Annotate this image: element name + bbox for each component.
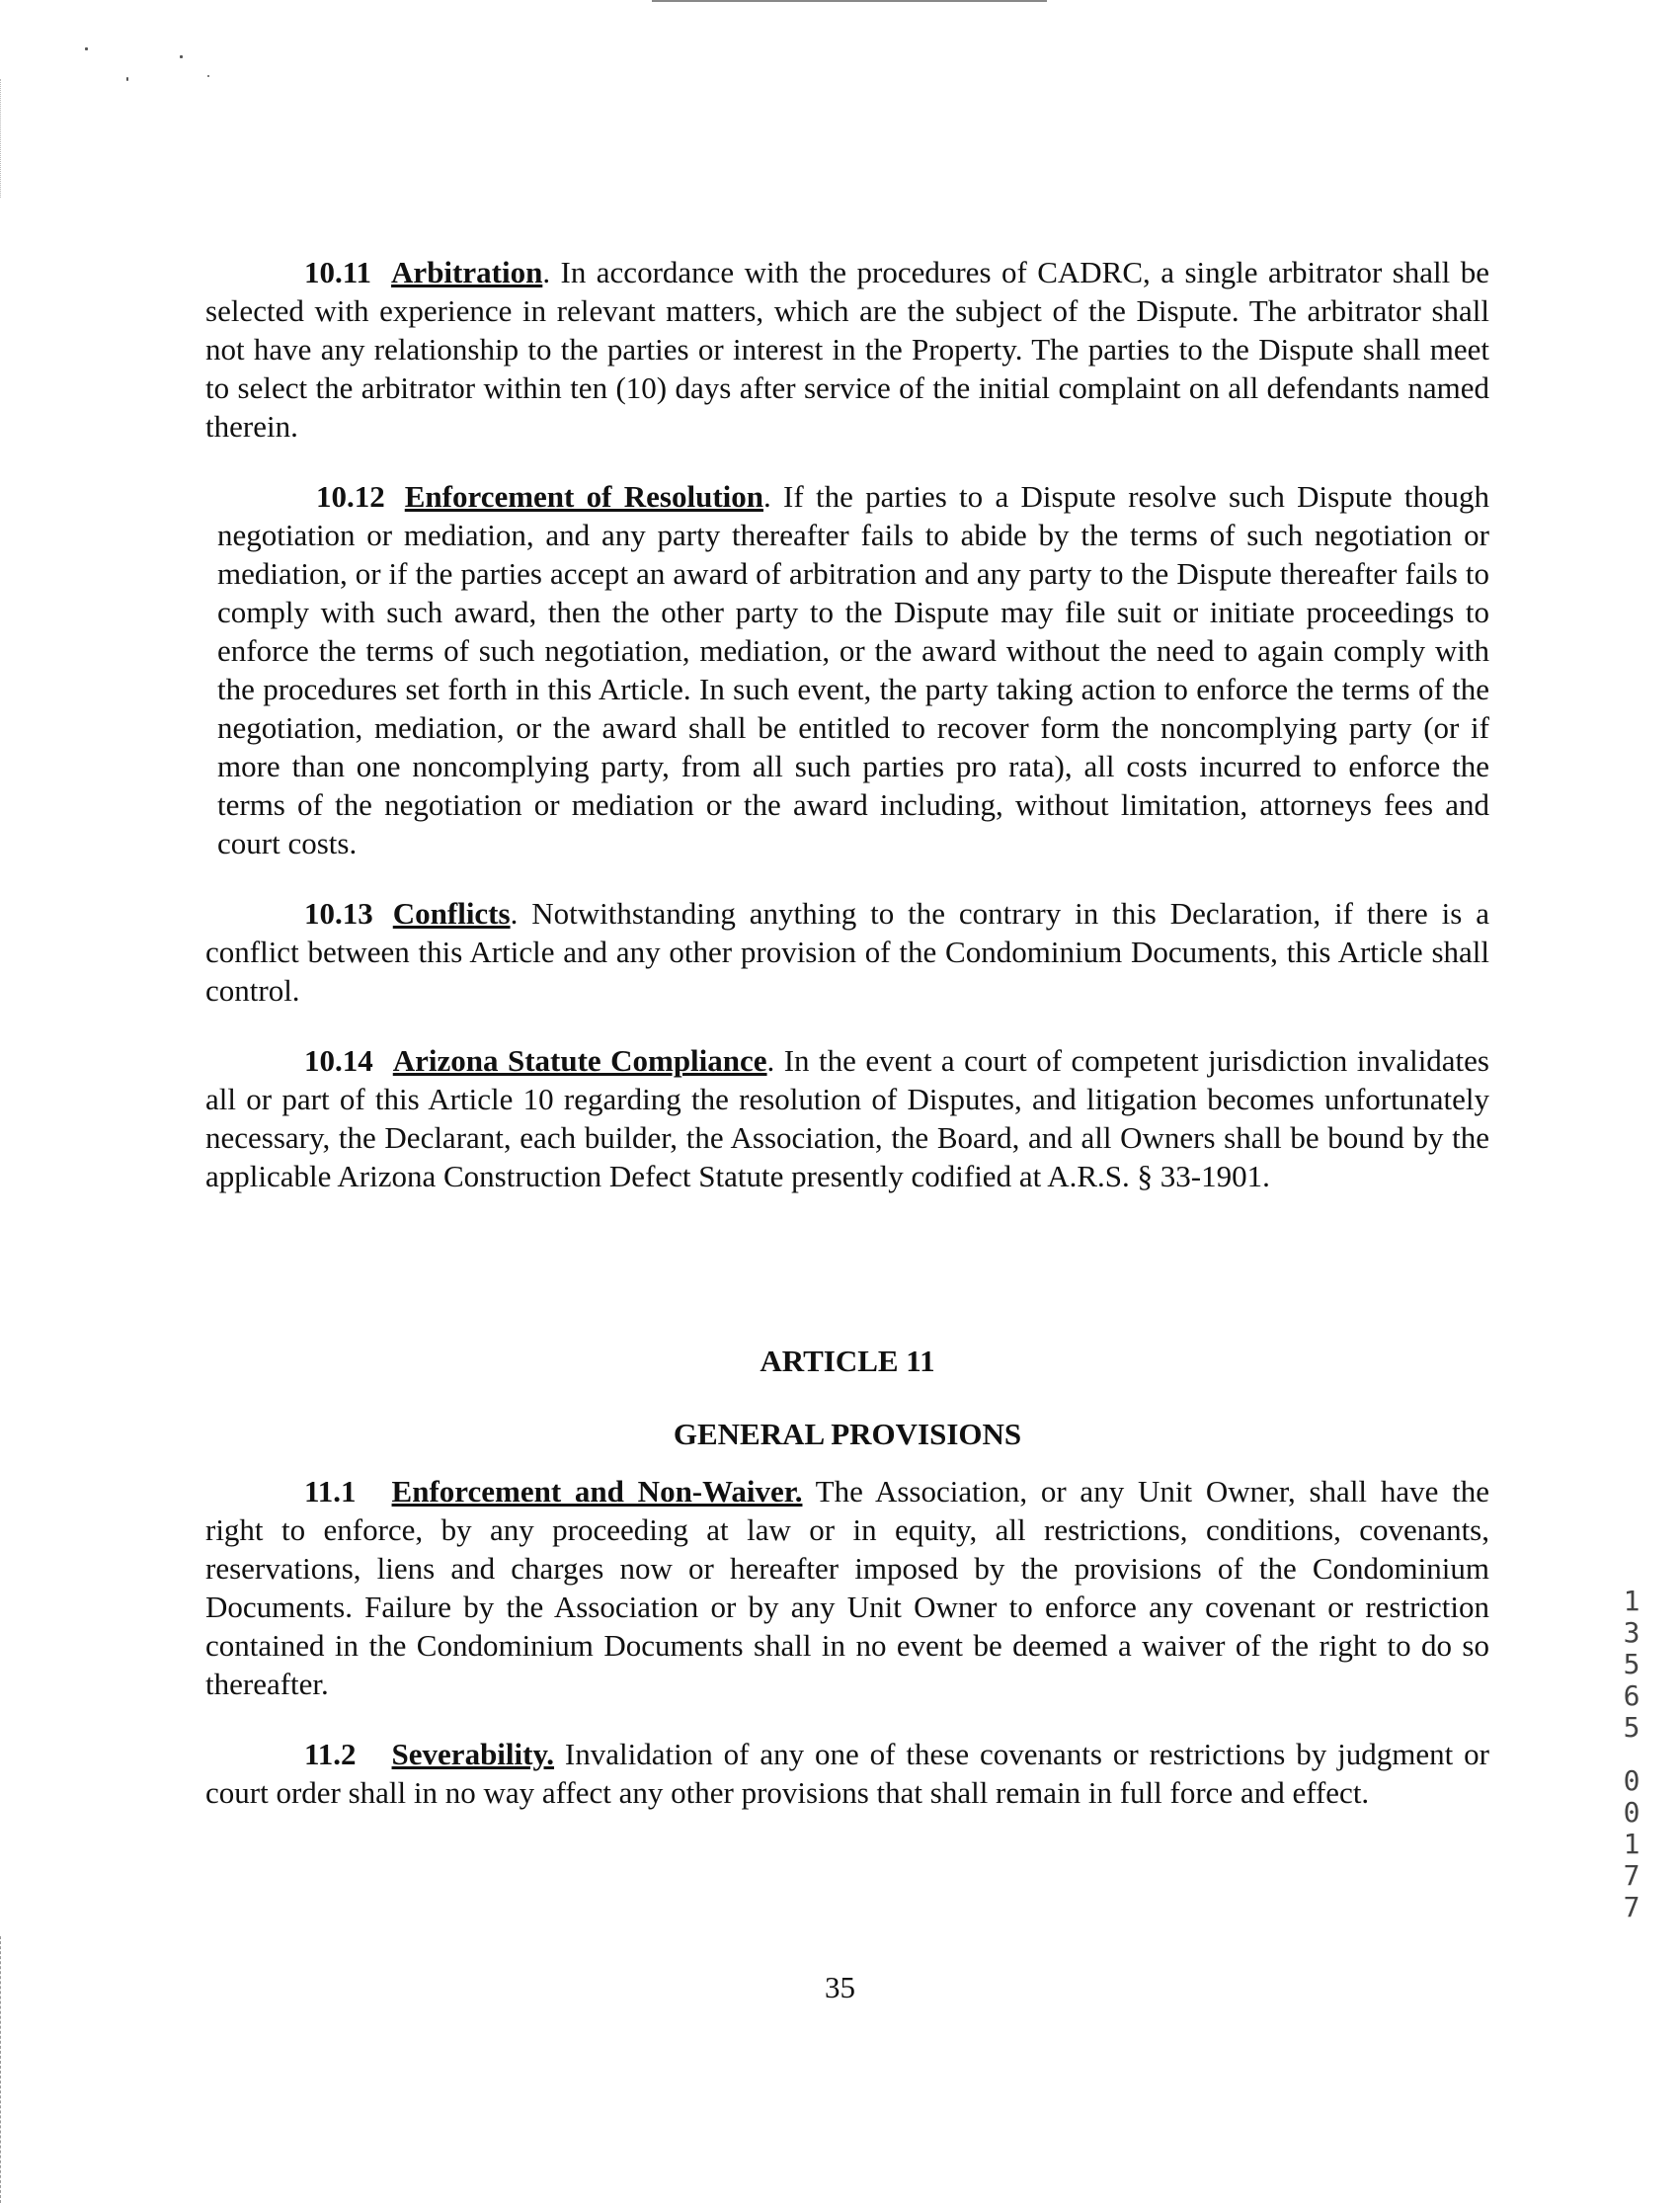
section-text: The Association, or any Unit Owner, shall have the right to enforce, by any proceeding at law or in equity, all restrictions, conditions, covenants, reservations, liens and charges now or hereafter imposed by the provisions of the Condominium Documents. Failure by the Association or by any Unit Owner to enforce any covenant or restriction contained in the Condominium Documents shall in no event be deemed a waiver of the right to do so thereafter. <box>205 1474 1489 1701</box>
section-text: . Notwithstanding anything to the contrary in this Declaration, if there is a conflict between this Article and any other provision of the Condominium Documents, this Article shall control. <box>205 896 1489 1008</box>
section-number: 10.12 <box>316 479 385 514</box>
section-heading: Conflicts <box>392 896 511 931</box>
section-heading: Arizona Statute Compliance <box>392 1043 767 1078</box>
section-number: 10.11 <box>304 255 372 289</box>
stamp-digit: 5 <box>1623 1711 1640 1744</box>
section-10-14 <box>205 1041 1489 1195</box>
stamp-digit: 1 <box>1623 1585 1640 1617</box>
stamp-digit: 0 <box>1623 1796 1640 1829</box>
section-text: . If the parties to a Dispute resolve such Dispute though negotiation or mediation, and any party thereafter fails to abide by the terms of such negotiation or mediation, or if the parties accept an award of arbitration and any party to the Dispute thereafter fails to comply with such award, then the other party to the Dispute may file suit or initiate proceedings to enforce the terms of such negotiation, mediation, or the award without the need to again comply with the procedures set forth in this Article. In such event, the party taking action to enforce the terms of the negotiation, mediation, or the award shall be entitled to recover form the noncomplying party (or if more than one noncomplying party, from all such parties pro rata), all costs incurred to enforce the terms of the negotiation or mediation or the award including, without limitation, attorneys fees and court costs. <box>217 479 1489 860</box>
stamp-digit: 1 <box>1623 1828 1640 1860</box>
article-number: ARTICLE 11 <box>760 1344 935 1378</box>
stamp-digit: 6 <box>1623 1679 1640 1712</box>
stamp-digit: 0 <box>1623 1764 1640 1797</box>
section-10-12 <box>217 477 1489 862</box>
stamp-digit: 7 <box>1623 1859 1640 1892</box>
section-10-13 <box>205 894 1489 1010</box>
scan-edge-line <box>652 0 1047 2</box>
section-number: 11.2 <box>304 1737 357 1771</box>
recording-number-stamp <box>1615 1586 1648 1923</box>
section-11-2 <box>205 1735 1489 1812</box>
stamp-gap <box>1615 1744 1648 1765</box>
stamp-digit: 3 <box>1623 1616 1640 1649</box>
section-number: 10.13 <box>304 896 373 931</box>
page-number: 35 <box>825 1970 855 2004</box>
section-number: 11.1 <box>304 1474 357 1509</box>
document-body <box>205 253 1489 1812</box>
stamp-digit: 7 <box>1623 1891 1640 1923</box>
section-text: Invalidation of any one of these covenants or restrictions by judgment or court order shall in no way affect any other provisions that shall remain in full force and effect. <box>205 1737 1489 1810</box>
section-heading: Severability. <box>391 1737 555 1771</box>
scan-edge-mark <box>0 79 2 198</box>
section-heading: Enforcement of Resolution <box>404 479 763 514</box>
section-text: . In accordance with the procedures of CADRC, a single arbitrator shall be selected with experience in relevant matters, which are the subject of the Dispute. The arbitrator shall not have any relationship to the parties or interest in the Property. The parties to the Dispute shall meet to select the arbitrator within ten (10) days after service of the initial complaint on all defendants named therein. <box>205 255 1489 444</box>
section-heading: Arbitration <box>391 255 543 289</box>
article-title: GENERAL PROVISIONS <box>673 1417 1022 1451</box>
stamp-digit: 5 <box>1623 1648 1640 1680</box>
section-number: 10.14 <box>304 1043 373 1078</box>
section-11-1 <box>205 1472 1489 1703</box>
section-10-11 <box>205 253 1489 446</box>
section-text: . In the event a court of competent jurisdiction invalidates all or part of this Article 10 regarding the resolution of Disputes, and litigation becomes unfortunately necessary, the Declarant, each builder, the Association, the Board, and all Owners shall be bound by the applicable Arizona Construction Defect Statute presently codified at A.R.S. § 33-1901. <box>205 1043 1489 1193</box>
section-heading: Enforcement and Non-Waiver. <box>391 1474 803 1509</box>
